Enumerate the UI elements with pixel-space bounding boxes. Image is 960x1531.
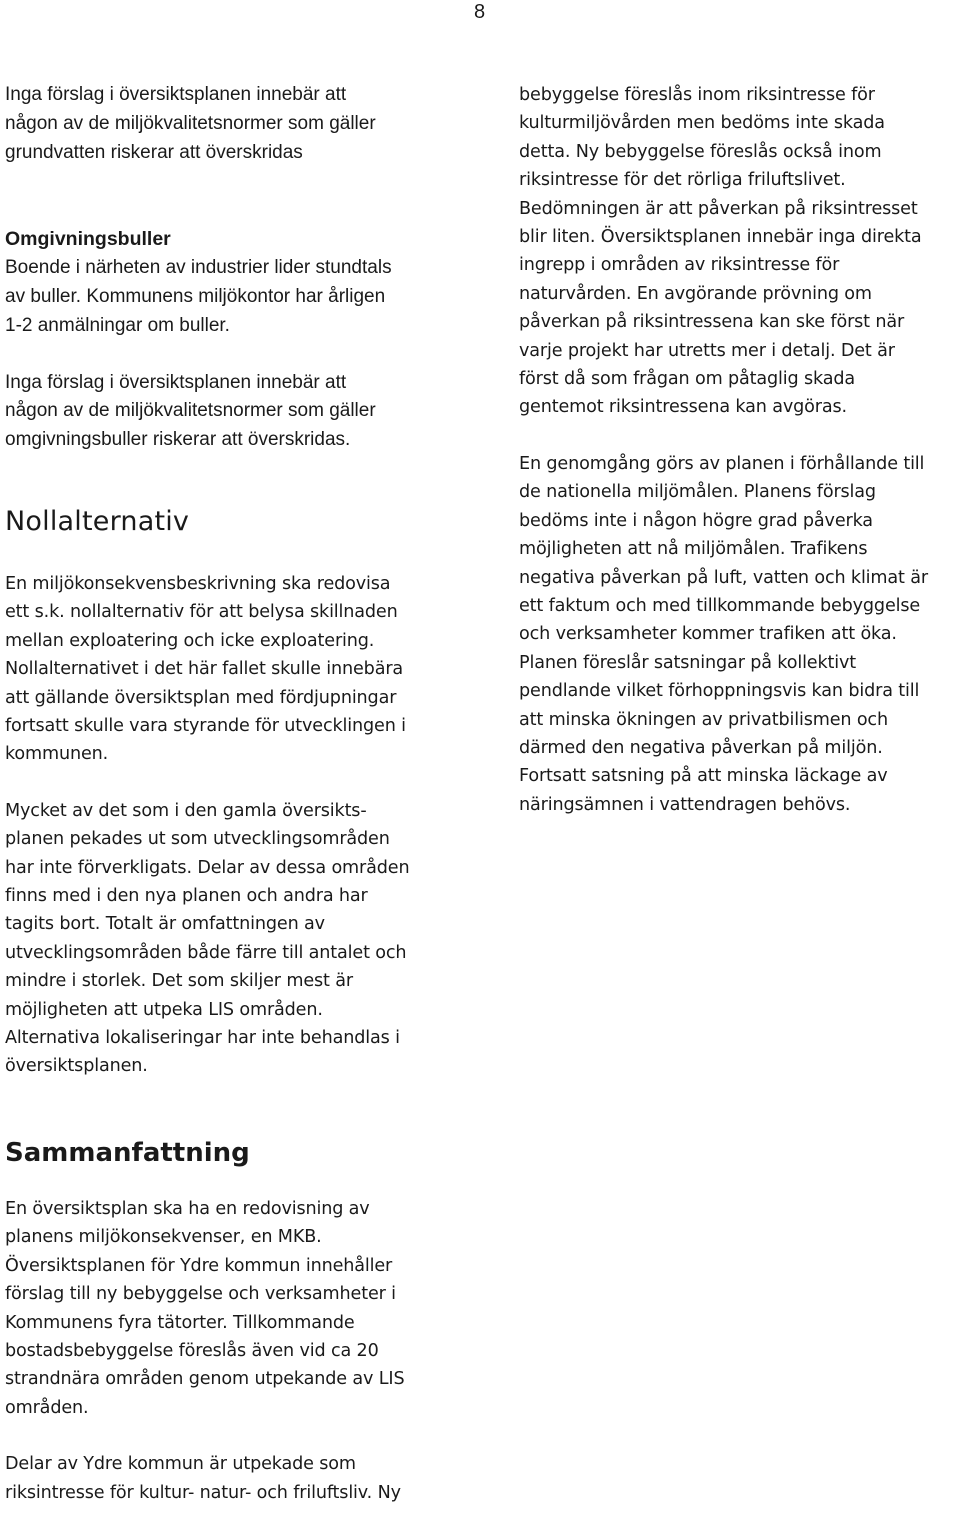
text-line: Översiktsplanen för Ydre kommun innehåller	[5, 1255, 393, 1276]
text-line: ett faktum och med tillkommande bebyggelse	[519, 595, 921, 616]
text-line: Inga förslag i översiktsplanen innebär att	[5, 84, 347, 105]
text-line: att gällande översiktsplan med fördjupningar	[5, 687, 397, 708]
text-line: och verksamheter kommer trafiken att öka.	[519, 624, 897, 645]
development-areas-paragraph	[5, 797, 455, 1081]
text-line: mindre i storlek. Det som skiljer mest är	[5, 971, 353, 992]
text-line: bostadsbebyggelse föreslås även vid ca 20	[5, 1340, 379, 1361]
text-line: naturvården. En avgörande prövning om	[519, 283, 872, 304]
text-line: någon av de miljökvalitetsnormer som gäller	[5, 400, 376, 422]
text-line: att minska ökningen av privatbilismen och	[519, 709, 888, 730]
zero-alternative-paragraph	[5, 570, 455, 769]
text-line: näringsämnen i vattendragen behövs.	[519, 794, 851, 815]
text-line: En miljökonsekvensbeskrivning ska redovisa	[5, 573, 391, 594]
left-column	[5, 81, 455, 1507]
summary-paragraph	[5, 1195, 455, 1422]
text-line: därmed den negativa påverkan på miljön.	[519, 737, 883, 758]
text-line: Planen föreslår satsningar på kollektivt	[519, 652, 857, 673]
text-line: kulturmiljövården men bedöms inte skada	[519, 113, 885, 134]
environmental-goals-paragraph	[519, 450, 960, 819]
text-line: först då som frågan om påtaglig skada	[519, 369, 856, 390]
national-interest-continued	[519, 81, 960, 422]
text-line: omgivningsbuller riskerar att överskridas.	[5, 429, 351, 451]
noise-heading: Omgivningsbuller	[5, 228, 171, 251]
text-line: ingrepp i områden av riksintresse för	[519, 255, 840, 276]
text-line: Alternativa lokaliseringar har inte behandlas i	[5, 1028, 400, 1049]
page-number: 8	[474, 1, 486, 23]
text-line: strandnära områden genom utpekande av LIS	[5, 1369, 405, 1390]
noise-paragraph	[5, 254, 455, 340]
text-line: tagits bort. Totalt är omfattningen av	[5, 914, 325, 935]
noise-norms-paragraph	[5, 369, 455, 455]
text-line: Delar av Ydre kommun är utpekade som	[5, 1454, 356, 1475]
text-line: varje projekt har utretts mer i detalj. Det är	[519, 340, 895, 361]
text-line: detta. Ny bebyggelse föreslås också inom	[519, 141, 882, 162]
text-line: bebyggelse föreslås inom riksintresse för	[519, 85, 875, 105]
text-line: Inga förslag i översiktsplanen innebär att	[5, 371, 347, 393]
text-line: förslag till ny bebyggelse och verksamheter i	[5, 1284, 396, 1305]
right-column	[519, 81, 960, 819]
text-line: Mycket av det som i den gamla översikts-	[5, 800, 367, 821]
summary-heading: Sammanfattning	[5, 1137, 250, 1168]
text-line: Bedömningen är att påverkan på riksintresset	[519, 198, 918, 219]
text-line: Fortsatt satsning på att minska läckage av	[519, 766, 888, 787]
groundwater-paragraph	[5, 81, 455, 167]
text-line: mellan exploatering och icke exploatering.	[5, 630, 375, 651]
text-line: grundvatten riskerar att överskridas	[5, 141, 303, 163]
text-line: möjligheten att utpeka LIS områden.	[5, 999, 323, 1020]
text-line: finns med i den nya planen och andra har	[5, 886, 368, 907]
text-line: någon av de miljökvalitetsnormer som gäller	[5, 112, 376, 134]
text-line: planen pekades ut som utvecklingsområden	[5, 829, 390, 850]
text-line: riksintresse för det rörliga friluftslivet.	[519, 170, 846, 191]
text-line: blir liten. Översiktsplanen innebär inga direkta	[519, 227, 922, 248]
text-line: planens miljökonsekvenser, en MKB.	[5, 1227, 322, 1248]
text-line: de nationella miljömålen. Planens förslag	[519, 482, 876, 503]
text-line: Boende i närheten av industrier lider stundtals	[5, 257, 392, 279]
text-line: har inte förverkligats. Delar av dessa områden	[5, 857, 410, 878]
text-line: Kommunens fyra tätorter. Tillkommande	[5, 1312, 355, 1333]
text-line: riksintresse för kultur- natur- och friluftsliv. Ny	[5, 1482, 401, 1503]
text-line: bedöms inte i någon högre grad påverka	[519, 510, 873, 531]
text-line: kommunen.	[5, 744, 109, 765]
text-line: översiktsplanen.	[5, 1056, 148, 1077]
national-interest-paragraph	[5, 1450, 455, 1507]
text-line: En översiktsplan ska ha en redovisning av	[5, 1198, 370, 1219]
text-line: negativa påverkan på luft, vatten och klimat är	[519, 567, 928, 588]
text-line: ett s.k. nollalternativ för att belysa skillnaden	[5, 602, 398, 623]
text-line: möjligheten att nå miljömålen. Trafikens	[519, 539, 868, 560]
text-line: av buller. Kommunens miljökontor har årligen	[5, 285, 386, 307]
text-line: pendlande vilket förhoppningsvis kan bidra till	[519, 681, 920, 702]
zero-alternative-heading: Nollalternativ	[5, 505, 190, 537]
text-line: Nollalternativet i det här fallet skulle innebära	[5, 659, 404, 680]
text-line: områden.	[5, 1397, 89, 1418]
text-line: gentemot riksintressena kan avgöras.	[519, 397, 847, 418]
text-line: En genomgång görs av planen i förhållande till	[519, 453, 925, 474]
text-line: fortsatt skulle vara styrande för utvecklingen i	[5, 716, 406, 736]
text-line: utvecklingsområden både färre till antalet och	[5, 942, 407, 963]
text-line: påverkan på riksintressena kan ske först när	[519, 312, 905, 333]
text-line: 1-2 anmälningar om buller.	[5, 314, 230, 336]
